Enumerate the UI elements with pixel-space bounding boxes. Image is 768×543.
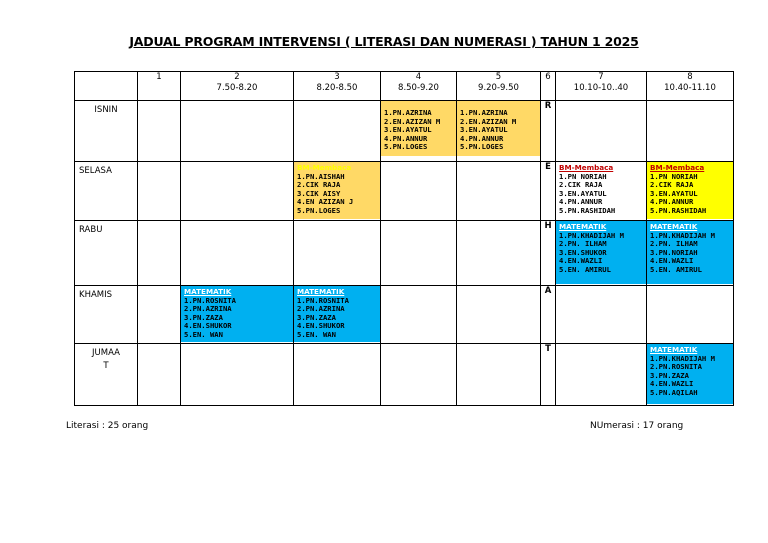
rehat-letter: T xyxy=(541,344,556,406)
cell-rabu-7 xyxy=(556,221,647,286)
teacher-name: 4.EN.WAZLI xyxy=(559,256,603,266)
cell-khamis-4 xyxy=(381,286,457,344)
teacher-name: 3.PN.ZAZA xyxy=(184,312,223,322)
numerasi-block xyxy=(556,221,646,284)
teacher-name: 5.PN.RASHIDAH xyxy=(650,205,707,215)
teacher-name: 2.PN. ILHAM xyxy=(650,239,698,249)
row-jumaat xyxy=(75,344,734,406)
cell-khamis-7 xyxy=(556,286,647,344)
teacher-name: 4.PN.ANNUR xyxy=(384,133,428,143)
day-label-rabu: RABU xyxy=(75,221,138,286)
teacher-name: 3.CIK AISY xyxy=(297,188,341,198)
numerasi-count: NUmerasi : 17 orang xyxy=(590,421,684,431)
teacher-name: 4.EN.WAZLI xyxy=(650,379,694,389)
cell-rabu-2 xyxy=(181,221,294,286)
teacher-name: 1.PN.AZRINA xyxy=(384,108,432,117)
cell-selasa-7 xyxy=(556,162,647,221)
literasi-block xyxy=(556,162,646,219)
teacher-name: 1.PN.ROSNITA xyxy=(184,295,236,305)
day-label-khamis: KHAMIS xyxy=(75,286,138,344)
period-header-3: 3 8.20-8.50 xyxy=(294,72,381,101)
cell-isnin-7 xyxy=(556,101,647,162)
teacher-name: 1.PN NORIAH xyxy=(559,171,607,181)
teacher-name: 2.PN.AZRINA xyxy=(184,304,232,314)
cell-rabu-8 xyxy=(647,221,734,286)
teacher-name: 1.PN.KHADIJAH M xyxy=(650,230,715,240)
cell-selasa-4 xyxy=(381,162,457,221)
teacher-name: 2.PN.ROSNITA xyxy=(650,362,702,372)
cell-jumaat-1 xyxy=(138,344,181,406)
period-header-7: 7 10.10-10..40 xyxy=(556,72,647,101)
cell-jumaat-2 xyxy=(181,344,294,406)
cell-isnin-8 xyxy=(647,101,734,162)
subject-title: MATEMATIK xyxy=(184,287,232,296)
cell-selasa-5 xyxy=(457,162,541,221)
row-khamis xyxy=(75,286,734,344)
period-header-1: 1 xyxy=(138,72,181,101)
row-rabu xyxy=(75,221,734,286)
cell-rabu-3 xyxy=(294,221,381,286)
teacher-name: 5.EN. WAN xyxy=(184,329,223,339)
teacher-name: 3.EN.AYATUL xyxy=(384,125,432,135)
teacher-name: 2.CIK RAJA xyxy=(297,180,341,190)
teacher-name: 5.EN. AMIRUL xyxy=(559,264,611,274)
teacher-name: 4.PN.ANNUR xyxy=(559,197,603,207)
teacher-name: 5.PN.LOGES xyxy=(297,205,341,215)
teacher-name: 3.EN.AYATUL xyxy=(559,188,607,198)
cell-khamis-5 xyxy=(457,286,541,344)
cell-khamis-2 xyxy=(181,286,294,344)
literasi-block xyxy=(457,101,540,156)
teacher-name: 5.EN. WAN xyxy=(297,329,336,339)
row-selasa xyxy=(75,162,734,221)
teacher-name: 1.PN.AISHAH xyxy=(297,171,345,181)
teacher-name: 2.EN.AZIZAN M xyxy=(460,116,517,126)
day-label-isnin: ISNIN xyxy=(75,101,138,162)
cell-rabu-5 xyxy=(457,221,541,286)
period-header-8: 8 10.40-11.10 xyxy=(647,72,734,101)
teacher-name: 2.EN.AZIZAN M xyxy=(384,116,441,126)
teacher-name: 5.EN. AMIRUL xyxy=(650,264,702,274)
cell-isnin-3 xyxy=(294,101,381,162)
teacher-name: 5.PN.AQILAH xyxy=(650,387,698,397)
cell-jumaat-8 xyxy=(647,344,734,406)
literasi-block xyxy=(381,101,456,156)
teacher-name: 3.PN.ZAZA xyxy=(650,370,689,380)
cell-jumaat-5 xyxy=(457,344,541,406)
cell-selasa-1 xyxy=(138,162,181,221)
header-row xyxy=(75,72,734,101)
teacher-name: 1.PN NORIAH xyxy=(650,171,698,181)
teacher-name: 5.PN.RASHIDAH xyxy=(559,205,616,215)
cell-khamis-1 xyxy=(138,286,181,344)
teacher-name: 4.EN.SHUKOR xyxy=(297,321,345,331)
day-label-selasa: SELASA xyxy=(75,162,138,221)
cell-rabu-4 xyxy=(381,221,457,286)
cell-jumaat-4 xyxy=(381,344,457,406)
subject-title: MATEMATIK xyxy=(297,287,345,296)
rehat-letter: H xyxy=(541,221,556,286)
teacher-name: 5.PN.LOGES xyxy=(460,142,504,152)
period-header-4: 4 8.50-9.20 xyxy=(381,72,457,101)
teacher-name: 4.EN AZIZAN J xyxy=(297,197,354,207)
subject-title: BM-Membaca xyxy=(559,163,614,172)
period-header-6: 6 xyxy=(541,72,556,101)
cell-isnin-5 xyxy=(457,101,541,162)
teacher-name: 4.EN.SHUKOR xyxy=(184,321,232,331)
cell-rabu-1 xyxy=(138,221,181,286)
cell-khamis-3 xyxy=(294,286,381,344)
teacher-name: 4.PN.ANNUR xyxy=(650,197,694,207)
cell-jumaat-3 xyxy=(294,344,381,406)
period-header-5: 5 9.20-9.50 xyxy=(457,72,541,101)
cell-selasa-8 xyxy=(647,162,734,221)
row-isnin xyxy=(75,101,734,162)
rehat-letter: A xyxy=(541,286,556,344)
teacher-name: 2.CIK RAJA xyxy=(650,180,694,190)
rehat-letter: R xyxy=(541,101,556,162)
cell-jumaat-7 xyxy=(556,344,647,406)
teacher-name: 3.EN.AYATUL xyxy=(650,188,698,198)
cell-selasa-3 xyxy=(294,162,381,221)
cell-isnin-4 xyxy=(381,101,457,162)
teacher-name: 5.PN.LOGES xyxy=(384,142,428,152)
literasi-block xyxy=(647,162,733,219)
subject-title: MATEMATIK xyxy=(559,222,607,231)
teacher-name: 1.PN.KHADIJAH M xyxy=(650,353,715,363)
teacher-name: 2.CIK RAJA xyxy=(559,180,603,190)
numerasi-block xyxy=(647,344,733,404)
cell-selasa-2 xyxy=(181,162,294,221)
numerasi-block xyxy=(181,286,293,342)
cell-isnin-2 xyxy=(181,101,294,162)
teacher-name: 3.EN.AYATUL xyxy=(460,125,508,135)
teacher-name: 1.PN.ROSNITA xyxy=(297,295,349,305)
literasi-block xyxy=(294,162,380,219)
teacher-name: 3.PN.NORIAH xyxy=(650,247,698,257)
rehat-letter: E xyxy=(541,162,556,221)
teacher-name: 2.PN. ILHAM xyxy=(559,239,607,249)
numerasi-block xyxy=(294,286,380,342)
teacher-name: 3.PN.ZAZA xyxy=(297,312,336,322)
teacher-name: 4.EN.WAZLI xyxy=(650,256,694,266)
cell-khamis-8 xyxy=(647,286,734,344)
corner-cell xyxy=(75,72,138,101)
subject-title: MATEMATIK xyxy=(650,345,698,354)
teacher-name: 2.PN.AZRINA xyxy=(297,304,345,314)
teacher-name: 3.EN.SHUKOR xyxy=(559,247,607,257)
numerasi-block xyxy=(647,221,733,284)
teacher-name: 1.PN.AZRINA xyxy=(460,108,508,117)
literasi-count: Literasi : 25 orang xyxy=(66,421,149,431)
subject-title: MATEMATIK xyxy=(650,222,698,231)
page-title: JADUAL PROGRAM INTERVENSI ( LITERASI DAN NUMERASI ) TAHUN 1 2025 xyxy=(129,34,639,49)
subject-title: BM-Membaca xyxy=(650,163,705,172)
teacher-name: 4.PN.ANNUR xyxy=(460,133,504,143)
subject-title: BM-Membaca xyxy=(297,163,352,172)
teacher-name: 1.PN.KHADIJAH M xyxy=(559,230,624,240)
schedule-table xyxy=(74,71,734,406)
cell-isnin-1 xyxy=(138,101,181,162)
day-label-jumaat: JUMAA T xyxy=(75,344,138,406)
period-header-2: 2 7.50-8.20 xyxy=(181,72,294,101)
